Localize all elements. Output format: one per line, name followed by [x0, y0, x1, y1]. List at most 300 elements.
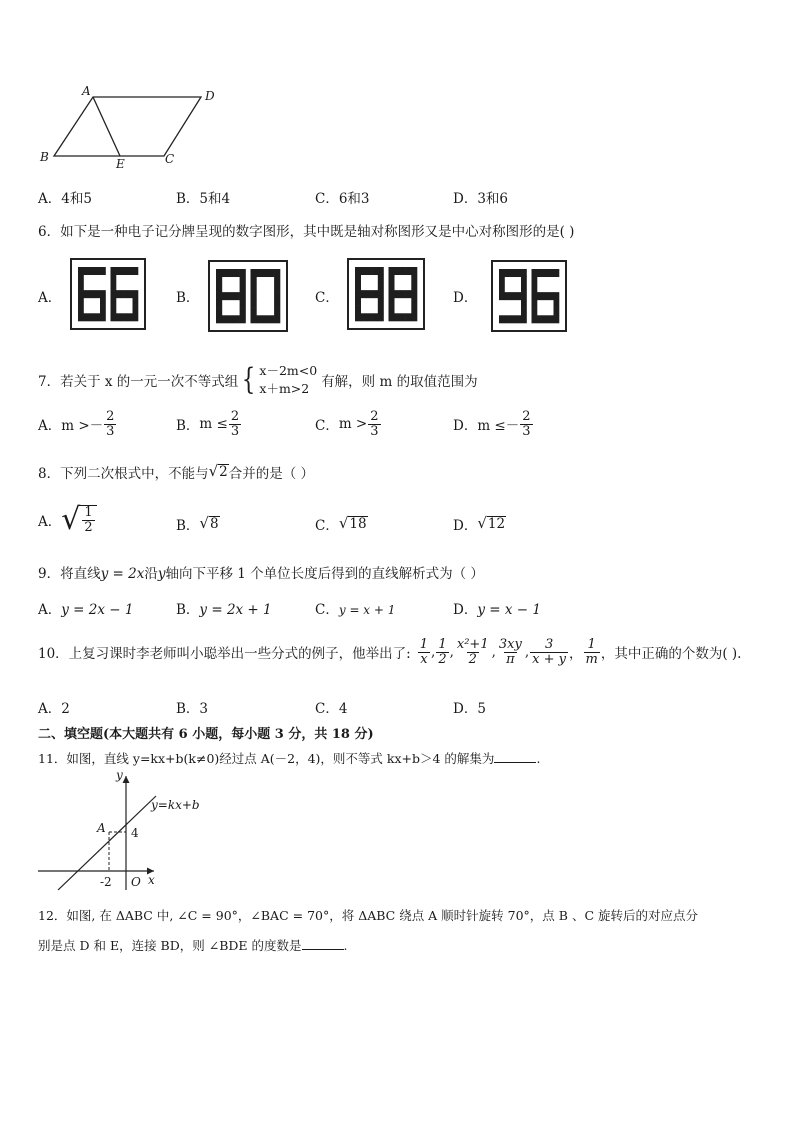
digit-8: [216, 269, 246, 323]
digit-segment: [521, 292, 527, 300]
q10-option-c[interactable]: [315, 697, 347, 717]
option-letter: A．: [38, 191, 62, 207]
x-axis-label: x: [148, 873, 155, 887]
digit-segment: [251, 277, 257, 285]
digit-segment: [111, 282, 117, 290]
option-letter: B．: [176, 602, 200, 618]
digit-segment: [361, 313, 367, 321]
point-label-a: A: [82, 84, 91, 98]
answer-blank[interactable]: [302, 948, 344, 950]
q5-option-d[interactable]: [453, 187, 508, 207]
digit-6: [111, 267, 139, 321]
digit-segment: [411, 298, 417, 306]
digit-segment: [406, 290, 412, 298]
numerator: 1: [419, 637, 429, 652]
digit-segment: [234, 315, 240, 323]
digit-segment: [251, 308, 257, 316]
digit-segment: [510, 315, 516, 323]
q7-option-b[interactable]: [176, 410, 242, 438]
digit-segment: [122, 313, 128, 321]
digit-segment: [111, 298, 117, 306]
option-text: 6和3: [338, 191, 370, 207]
numerator: 2: [106, 409, 115, 424]
numerator: 1: [84, 505, 93, 520]
option-text: m >: [338, 416, 368, 433]
digit-segment: [274, 269, 280, 277]
q9-option-c[interactable]: [315, 598, 395, 618]
digit-segment: [122, 267, 128, 275]
denominator: π: [506, 651, 515, 667]
digit-segment: [389, 313, 395, 321]
digit-segment: [378, 306, 384, 314]
q10-stem-post: ，其中正确的个数为( ).: [600, 646, 742, 663]
digit-segment: [116, 290, 122, 298]
digit-segment: [554, 269, 560, 277]
digit-segment: [84, 313, 90, 321]
option-text: y = x + 1: [338, 603, 396, 617]
digit-segment: [228, 269, 234, 277]
q9-equation: y = 2x: [100, 566, 145, 582]
denominator: 2: [438, 651, 447, 667]
digit-segment: [100, 298, 106, 306]
option-letter: C．: [315, 518, 339, 534]
digit-segment: [355, 298, 361, 306]
option-text: 4和5: [61, 191, 92, 207]
digit-segment: [532, 315, 538, 323]
q7-stem-post: 有解，则 m 的取值范围为: [321, 373, 478, 390]
option-text: m ≤: [199, 416, 228, 433]
option-text: m ≤－: [477, 418, 520, 435]
option-letter: D．: [453, 602, 478, 618]
digit-segment: [216, 284, 222, 292]
digit-segment: [274, 277, 280, 285]
digit-segment: [240, 315, 246, 323]
q9-axis: y: [157, 566, 166, 582]
digit-segment: [510, 269, 516, 277]
digit-segment: [222, 292, 228, 300]
denominator: 3: [522, 423, 531, 439]
digit-segment: [499, 315, 505, 323]
q8-option-a[interactable]: [38, 502, 97, 537]
section-heading: 二、填空题(本大题共有 6 小题，每小题 3 分，共 18 分): [38, 727, 374, 742]
digit-0: [251, 269, 281, 323]
fraction: [520, 410, 532, 438]
option-letter: C．: [315, 602, 339, 618]
digit-segment: [355, 282, 361, 290]
digit-segment: [89, 267, 95, 275]
digit-segment: [554, 292, 560, 300]
digit-segment: [554, 308, 560, 316]
digit-segment: [78, 275, 84, 283]
q10-option-d[interactable]: [453, 697, 486, 717]
digit-9: [499, 269, 527, 323]
numerator: 2: [370, 409, 379, 424]
denominator: x + y: [532, 651, 566, 667]
digit-segment: [548, 292, 554, 300]
digit-segment: [554, 315, 560, 323]
digit-segment: [133, 290, 139, 298]
digit-segment: [378, 298, 384, 306]
digit-segment: [394, 290, 400, 298]
digit-segment: [378, 313, 384, 321]
q10-stem: [38, 638, 741, 666]
q6-option-b-letter[interactable]: B．: [176, 290, 200, 306]
option-letter: B．: [176, 518, 200, 534]
numerator: 1: [438, 637, 447, 652]
digit-segment: [411, 306, 417, 314]
digit-segment: [521, 315, 527, 323]
radicand: 18: [349, 515, 367, 532]
digit-segment: [133, 306, 139, 314]
digit-segment: [240, 308, 246, 316]
digit-segment: [378, 282, 384, 290]
option-letter: D．: [453, 518, 478, 534]
denominator: 3: [230, 423, 240, 439]
digit-segment: [240, 269, 246, 277]
fraction: [530, 638, 568, 666]
digit-segment: [116, 267, 122, 275]
digit-segment: [78, 282, 84, 290]
digit-segment: [394, 267, 400, 275]
digit-segment: [216, 292, 222, 300]
digit-segment: [240, 277, 246, 285]
digit-segment: [274, 315, 280, 323]
fraction: [104, 410, 116, 438]
digit-segment: [389, 306, 395, 314]
digit-segment: [521, 277, 527, 285]
point-a-label: A: [97, 821, 106, 835]
numerator: 2: [230, 409, 240, 424]
digit-segment: [256, 315, 262, 323]
digit-segment: [532, 277, 538, 285]
answer-blank[interactable]: [494, 761, 536, 763]
q12-line-1: 12．如图, 在 ΔABC 中, ∠C = 90°，∠BAC = 70°，将 ΔABC 绕点 A 顺时针旋转 70°，点 B 、C 旋转后的对应点分: [38, 908, 698, 923]
digit-segment: [505, 269, 511, 277]
q6-option-a-letter[interactable]: A．: [38, 290, 62, 306]
digit-segment: [216, 308, 222, 316]
q5-option-c[interactable]: [315, 187, 370, 207]
option-text: 3: [199, 701, 209, 717]
digit-segment: [274, 292, 280, 300]
digit-segment: [411, 275, 417, 283]
digit-segment: [537, 292, 543, 300]
digit-segment: [355, 275, 361, 283]
option-letter: A．: [38, 418, 62, 435]
point-label-c: C: [165, 152, 175, 166]
digit-segment: [548, 315, 554, 323]
option-letter: D．: [453, 418, 478, 435]
digit-segment: [222, 269, 228, 277]
inequality-system: [259, 362, 317, 397]
numerator: 3: [544, 637, 554, 652]
digit-segment: [240, 284, 246, 292]
digit-segment: [389, 282, 395, 290]
q8-option-b[interactable]: [176, 514, 220, 534]
origin-label: O: [131, 875, 141, 889]
option-text: 3和6: [477, 191, 509, 207]
fraction-list: $\frac{1}{x}$ , $\frac{1}{2}$ , $\frac{\text{x²+1}}{2}$ , $\frac{3xy}{\pi}$ , $\frac{3}{x + y}$ ， $\frac{1}{m}$: [419, 637, 598, 667]
digit-segment: [262, 269, 268, 277]
digit-segment: [532, 308, 538, 316]
digit-segment: [499, 277, 505, 285]
digit-segment: [78, 306, 84, 314]
digit-segment: [394, 313, 400, 321]
y-axis-label: y: [116, 768, 123, 782]
digit-segment: [389, 298, 395, 306]
digit-segment: [372, 290, 378, 298]
option-letter: D．: [453, 191, 478, 207]
sqrt-icon: √ 2: [208, 461, 228, 480]
q9-option-a[interactable]: [38, 598, 133, 618]
digit-segment: [516, 292, 522, 300]
digit-segment: [274, 300, 280, 308]
digit-segment: [532, 269, 538, 277]
digit-segment: [133, 267, 139, 275]
digit-segment: [378, 275, 384, 283]
q10-option-a[interactable]: [38, 697, 70, 717]
fraction: [497, 638, 524, 666]
denominator: 3: [106, 423, 115, 439]
digit-6: [532, 269, 560, 323]
digit-segment: [251, 284, 257, 292]
point-label-d: D: [205, 89, 215, 103]
q6-option-c-letter[interactable]: C．: [315, 290, 339, 306]
q12-line-2-text: 别是点 D 和 E，连接 BD，则 ∠BDE 的度数是: [38, 938, 302, 953]
digit-segment: [372, 267, 378, 275]
inequality-line-1: x－2m<0: [259, 363, 318, 378]
digit-segment: [389, 267, 395, 275]
digit-segment: [532, 284, 538, 292]
digit-segment: [521, 284, 527, 292]
digit-segment: [510, 292, 516, 300]
q9-stem-pre: 9．将直线: [38, 566, 101, 582]
q8-stem: [38, 462, 314, 482]
denominator: 2: [468, 651, 477, 667]
q10-option-b[interactable]: [176, 697, 208, 717]
q12-line-2: [38, 936, 348, 954]
digit-segment: [100, 313, 106, 321]
digit-segment: [274, 308, 280, 316]
digit-segment: [411, 282, 417, 290]
digit-segment: [411, 267, 417, 275]
digit-segment: [216, 315, 222, 323]
q7-option-a[interactable]: [38, 410, 117, 438]
digit-segment: [84, 267, 90, 275]
q7-stem-pre: 7．若关于 x 的一元一次不等式组: [38, 373, 239, 390]
denominator: 3: [370, 423, 379, 439]
digit-8: [355, 267, 384, 321]
digit-segment: [516, 269, 522, 277]
digit-segment: [268, 269, 274, 277]
digit-segment: [499, 292, 505, 300]
q7-option-c[interactable]: [315, 410, 382, 438]
q7-option-d[interactable]: [453, 410, 534, 438]
q10-stem-pre: 10．上复习课时李老师叫小聪举出一些分式的例子，他举出了:: [38, 646, 411, 663]
option-text: 4: [338, 701, 348, 717]
digit-segment: [411, 313, 417, 321]
q6-option-b-digits[interactable]: [208, 260, 288, 332]
option-letter: B．: [176, 191, 200, 207]
digit-segment: [499, 269, 505, 277]
digit-segment: [411, 290, 417, 298]
digit-segment: [133, 298, 139, 306]
fraction: [229, 410, 241, 438]
point-label-b: B: [40, 150, 49, 164]
option-letter: C．: [315, 418, 339, 435]
digit-segment: [274, 284, 280, 292]
digit-segment: [216, 277, 222, 285]
q7-stem: [38, 362, 478, 397]
q8-stem-post: 合并的是（ ）: [228, 466, 315, 482]
option-letter: B．: [176, 418, 200, 435]
option-text: y = x − 1: [477, 602, 541, 618]
x-tick-label: -2: [100, 875, 112, 889]
radicand: 12: [487, 515, 506, 532]
q6-option-a-digits[interactable]: [70, 258, 146, 330]
digit-segment: [400, 313, 406, 321]
digit-segment: [256, 269, 262, 277]
digit-segment: [122, 290, 128, 298]
sqrt-icon: √ $\frac{1}{2}$: [61, 505, 96, 535]
digit-segment: [532, 300, 538, 308]
digit-segment: [389, 275, 395, 283]
digit-segment: [100, 290, 106, 298]
fraction: [436, 638, 448, 666]
q8-option-d[interactable]: [453, 514, 506, 534]
radicand: 8: [209, 515, 219, 532]
q12-line-2-end: .: [343, 938, 348, 953]
digit-segment: [268, 315, 274, 323]
digit-segment: [251, 269, 257, 277]
digit-segment: [127, 290, 133, 298]
option-letter: C．: [315, 701, 339, 717]
digit-segment: [78, 267, 84, 275]
parallelogram-figure: [36, 84, 226, 166]
line-label: y=kx+b: [151, 798, 200, 812]
digit-segment: [355, 267, 361, 275]
digit-segment: [133, 313, 139, 321]
digit-segment: [78, 298, 84, 306]
digit-segment: [262, 315, 268, 323]
fraction: [368, 410, 380, 438]
numerator: x²+1: [456, 637, 489, 652]
digit-segment: [406, 313, 412, 321]
digit-segment: [78, 290, 84, 298]
digit-segment: [537, 315, 543, 323]
digit-segment: [505, 315, 511, 323]
digit-segment: [78, 313, 84, 321]
digit-segment: [240, 292, 246, 300]
denominator: x: [420, 651, 428, 667]
digit-segment: [548, 269, 554, 277]
numerator: 2: [522, 409, 531, 424]
option-text: 5: [477, 701, 486, 717]
digit-segment: [505, 292, 511, 300]
fraction: [82, 506, 94, 534]
sqrt-icon: √ 12: [477, 513, 506, 532]
digit-segment: [111, 306, 117, 314]
q9-stem-mid: 沿: [144, 566, 158, 582]
option-text: y = 2x + 1: [199, 602, 272, 618]
digit-segment: [95, 290, 101, 298]
q11-stem: [38, 749, 540, 767]
digit-segment: [406, 267, 412, 275]
q6-option-d-digits[interactable]: [491, 260, 567, 332]
digit-segment: [95, 267, 101, 275]
q11-stem-text: 11．如图，直线 y=kx+b(k≠0)经过点 A(－2，4)，则不等式 kx+b＞4 的解集为: [38, 751, 495, 766]
digit-segment: [543, 292, 549, 300]
digit-segment: [111, 267, 117, 275]
q5-option-a[interactable]: [38, 187, 92, 207]
numerator: 3xy: [498, 637, 522, 652]
digit-segment: [89, 290, 95, 298]
digit-segment: [521, 300, 527, 308]
option-letter: C．: [315, 191, 339, 207]
option-text: 2: [61, 701, 70, 717]
q6-option-c-digits[interactable]: [347, 258, 425, 330]
digit-segment: [554, 300, 560, 308]
digit-segment: [222, 315, 228, 323]
q8-stem-pre: 8．下列二次根式中，不能与: [38, 466, 209, 482]
inequality-line-2: x＋m>2: [259, 380, 310, 396]
sqrt-icon: √ 8: [199, 513, 219, 532]
digit-segment: [100, 267, 106, 275]
sqrt-icon: √ 18: [338, 513, 367, 532]
digit-segment: [537, 269, 543, 277]
brace-icon: {: [242, 361, 256, 397]
y-tick-label: 4: [131, 826, 139, 840]
digit-segment: [378, 290, 384, 298]
digit-segment: [116, 313, 122, 321]
digit-segment: [355, 313, 361, 321]
option-text: 5和4: [199, 191, 231, 207]
q9-option-b[interactable]: [176, 598, 272, 618]
digit-segment: [89, 313, 95, 321]
digit-segment: [95, 313, 101, 321]
q5-option-b[interactable]: [176, 187, 230, 207]
digit-segment: [127, 313, 133, 321]
digit-segment: [521, 269, 527, 277]
digit-segment: [251, 315, 257, 323]
digit-segment: [400, 290, 406, 298]
radicand: 2: [219, 463, 228, 480]
digit-segment: [111, 275, 117, 283]
digit-segment: [516, 315, 522, 323]
fraction: [418, 638, 430, 666]
digit-segment: [228, 292, 234, 300]
q9-stem-post: 轴向下平移 1 个单位长度后得到的直线解析式为（ ）: [165, 566, 484, 582]
digit-segment: [372, 313, 378, 321]
point-label-e: E: [116, 157, 125, 171]
q6-option-d-letter[interactable]: D．: [453, 290, 478, 306]
q9-option-d[interactable]: [453, 598, 541, 618]
digit-segment: [361, 267, 367, 275]
digit-segment: [216, 269, 222, 277]
digit-segment: [100, 306, 106, 314]
fraction: [455, 638, 491, 666]
denominator: m: [585, 651, 598, 667]
q8-option-c[interactable]: [315, 514, 368, 534]
digit-segment: [366, 290, 372, 298]
digit-segment: [355, 290, 361, 298]
denominator: 2: [84, 519, 93, 535]
digit-segment: [228, 315, 234, 323]
digit-8: [389, 267, 418, 321]
q11-stem-end: .: [536, 751, 541, 766]
digit-segment: [532, 292, 538, 300]
option-letter: A．: [38, 514, 62, 530]
digit-6: [78, 267, 106, 321]
